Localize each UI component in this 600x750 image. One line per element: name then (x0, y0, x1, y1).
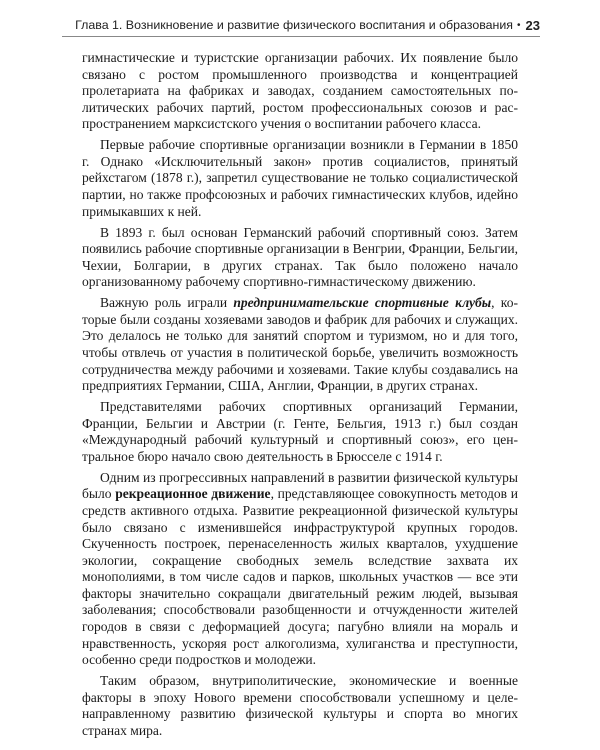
paragraph-recreation-rest: , представляющее совокупность методов и средств активного отдыха. Развитие рекреационной физической культуры было связано с изменившейся инфраструктурой крупных городов. Скученность построек, перенаселенность жилых кварталов, ухудшение экологии, сокращение свободных земель вследствие захвата их монополиями, в том числе садов и парков, школьных участков — все эти факторы значительно сокращали двигательный режим людей, вызывая заболевания; способствовали разобщенности и отчужденности жителей городов в связи с деформацией досуга; пагубно влияли на мораль и нравственность, ускоряя рост алкоголизма, хулиганства и преступности, особенно среди подростков и молодежи. (82, 486, 518, 668)
bullet-separator: • (517, 19, 521, 31)
paragraph-entrepreneur-clubs (82, 295, 518, 395)
paragraph-conclusion: Таким образом, внутриполитические, экономические и военные факторы в эпоху Нового времени способствовали успешному и целенаправленному развитию физической культуры и спорта во многих странах мира. (82, 673, 518, 738)
term-entrepreneur-clubs: предпринимательские спортивные клубы (233, 295, 492, 311)
paragraph-entrepreneur-clubs-lead: Важную роль играли (100, 295, 234, 311)
paragraph-recreation-movement (82, 470, 518, 669)
chapter-title: Глава 1. Возникновение и развитие физического воспитания и образования (75, 18, 514, 32)
running-header (62, 14, 540, 37)
paragraph-entrepreneur-clubs-rest: , которые были созданы хозяевами заводов и фабрик для рабочих и служащих. Это делалось не только для занятий спортом и туризмом, но и для того, чтобы отвлечь от участия в политической борьбе, увеличить возможность сотрудничества между рабочими и хозяевами. Такие клубы создавались на предприятиях Германии, США, Англии, Франции, в других странах. (82, 295, 518, 394)
paragraph-international-union: Представителями рабочих спортивных организаций Германии, Франции, Бельгии и Австрии (г. Генте, Бельгия, 1913 г.) был создан «Международный рабочий культурный и спортивный союз», его центральное бюро начало свою деятельность в Брюсселе с 1914 г. (82, 399, 518, 464)
page-number: 23 (525, 17, 540, 33)
paragraph-union-1893: В 1893 г. был основан Германский рабочий спортивный союз. Затем появились рабочие спортивные организации в Венгрии, Франции, Бельгии, Чехии, Болгарии, в других странах. Так было положено начало организованному рабочему спортивно-гимнастическому движению. (82, 224, 518, 290)
body-text (82, 50, 518, 744)
paragraph-workers-organizations: гимнастические и туристские организации рабочих. Их появление было связано с ростом промышленного производства и концентрацией пролетариата на фабриках и заводах, созданием самостоятельных политических рабочих партий, ростом профессиональных союзов и распространением марксистского учения о воспитании рабочего класса. (82, 50, 518, 132)
paragraph-recreation-lead: Одним из прогрессивных направлений в развитии физической культуры было (82, 469, 518, 502)
term-recreation-movement: рекреационное движение (115, 486, 271, 502)
paragraph-germany-1850: Первые рабочие спортивные организации возникли в Германии в 1850 г. Однако «Исключительный закон» против социалистов, принятый рейхстагом (1878 г.), запретил существование не только социалистической партии, но также профсоюзных и рабочих гимнастических клубов, идейно примыкавших к ней. (82, 137, 518, 219)
